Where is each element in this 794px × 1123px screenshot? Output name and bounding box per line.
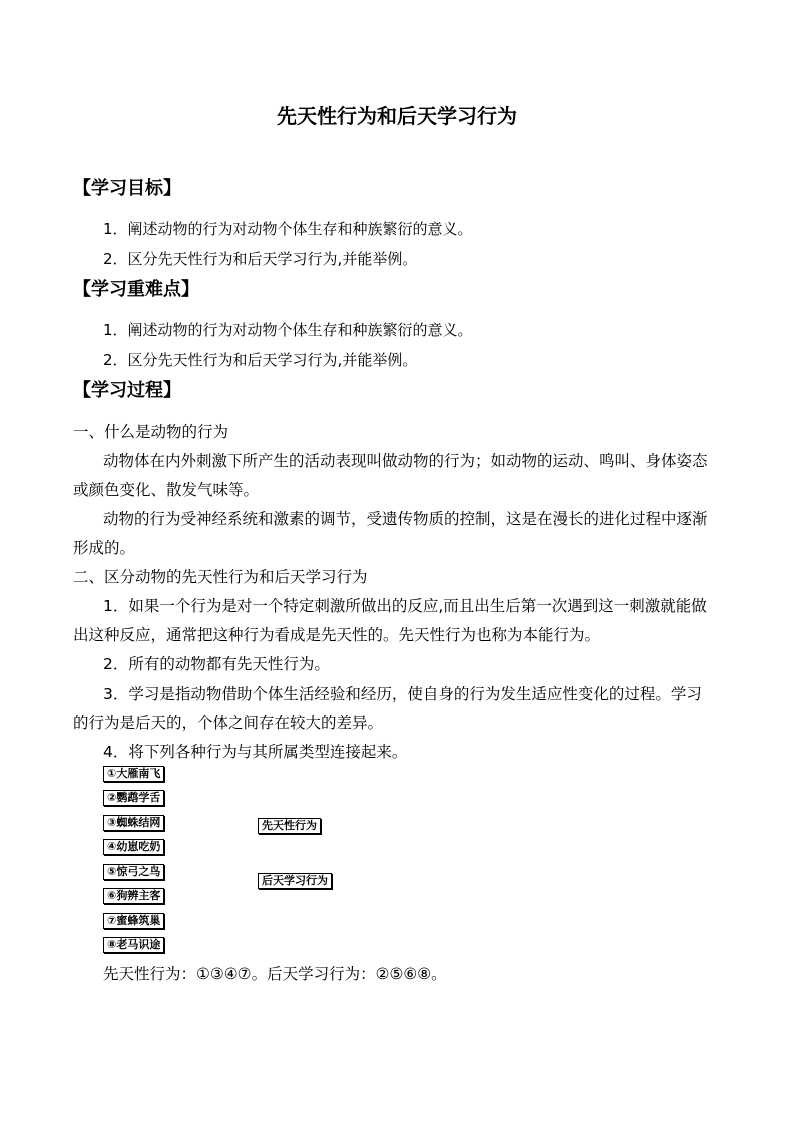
type-box-learned: 后天学习行为 bbox=[258, 873, 332, 889]
answer-text: 先天性行为：①③④⑦。后天学习行为：②⑤⑥⑧。 bbox=[103, 965, 447, 983]
behavior-box-1: ①大雁南飞 bbox=[103, 766, 164, 782]
section-heading-process: 【学习过程】 bbox=[73, 380, 181, 401]
part1-title: 一、什么是动物的行为 bbox=[73, 423, 229, 441]
behavior-box-3: ③蜘蛛结网 bbox=[103, 815, 164, 831]
behavior-box-5: ⑤惊弓之鸟 bbox=[103, 864, 164, 880]
behavior-box-8: ⑧老马识途 bbox=[103, 937, 164, 953]
type-box-innate: 先天性行为 bbox=[258, 818, 321, 834]
paragraph-2-line-1: 动物的行为受神经系统和激素的调节，受遗传物质的控制，这是在漫长的进化过程中逐渐 bbox=[103, 510, 708, 528]
goal-item-2: 2．区分先天性行为和后天学习行为,并能举例。 bbox=[103, 250, 418, 268]
behavior-box-7: ⑦蜜蜂筑巢 bbox=[103, 913, 164, 929]
paragraph-3-line-2: 出这种反应，通常把这种行为看成是先天性的。先天性行为也称为本能行为。 bbox=[73, 626, 601, 644]
behavior-box-4: ④幼崽吃奶 bbox=[103, 839, 164, 855]
paragraph-5-line-1: 3．学习是指动物借助个体生活经验和经历，使自身的行为发生适应性变化的过程。学习 bbox=[103, 685, 702, 703]
paragraph-2-line-2: 形成的。 bbox=[73, 539, 136, 557]
behavior-box-6: ⑥狗辨主客 bbox=[103, 888, 164, 904]
paragraph-3-line-1: 1．如果一个行为是对一个特定刺激所做出的反应,而且出生后第一次遇到这一刺激就能做 bbox=[103, 597, 707, 615]
section-heading-key-points: 【学习重难点】 bbox=[73, 279, 199, 300]
paragraph-1-line-1: 动物体在内外刺激下所产生的活动表现叫做动物的行为；如动物的运动、鸣叫、身体姿态 bbox=[103, 452, 708, 470]
goal-item-1: 1．阐述动物的行为对动物个体生存和种族繁衍的意义。 bbox=[103, 220, 473, 238]
paragraph-4: 2．所有的动物都有先天性行为。 bbox=[103, 655, 330, 673]
paragraph-5-line-2: 的行为是后天的，个体之间存在较大的差异。 bbox=[73, 714, 384, 732]
behavior-box-2: ②鹦鹉学舌 bbox=[103, 790, 164, 806]
section-heading-goals: 【学习目标】 bbox=[73, 178, 181, 199]
page-title: 先天性行为和后天学习行为 bbox=[277, 104, 517, 128]
key-point-item-2: 2．区分先天性行为和后天学习行为,并能举例。 bbox=[103, 351, 418, 369]
key-point-item-1: 1．阐述动物的行为对动物个体生存和种族繁衍的意义。 bbox=[103, 321, 473, 339]
part2-title: 二、区分动物的先天性行为和后天学习行为 bbox=[73, 568, 368, 586]
paragraph-1-line-2: 或颜色变化、散发气味等。 bbox=[73, 481, 260, 499]
paragraph-6: 4．将下列各种行为与其所属类型连接起来。 bbox=[103, 743, 408, 761]
